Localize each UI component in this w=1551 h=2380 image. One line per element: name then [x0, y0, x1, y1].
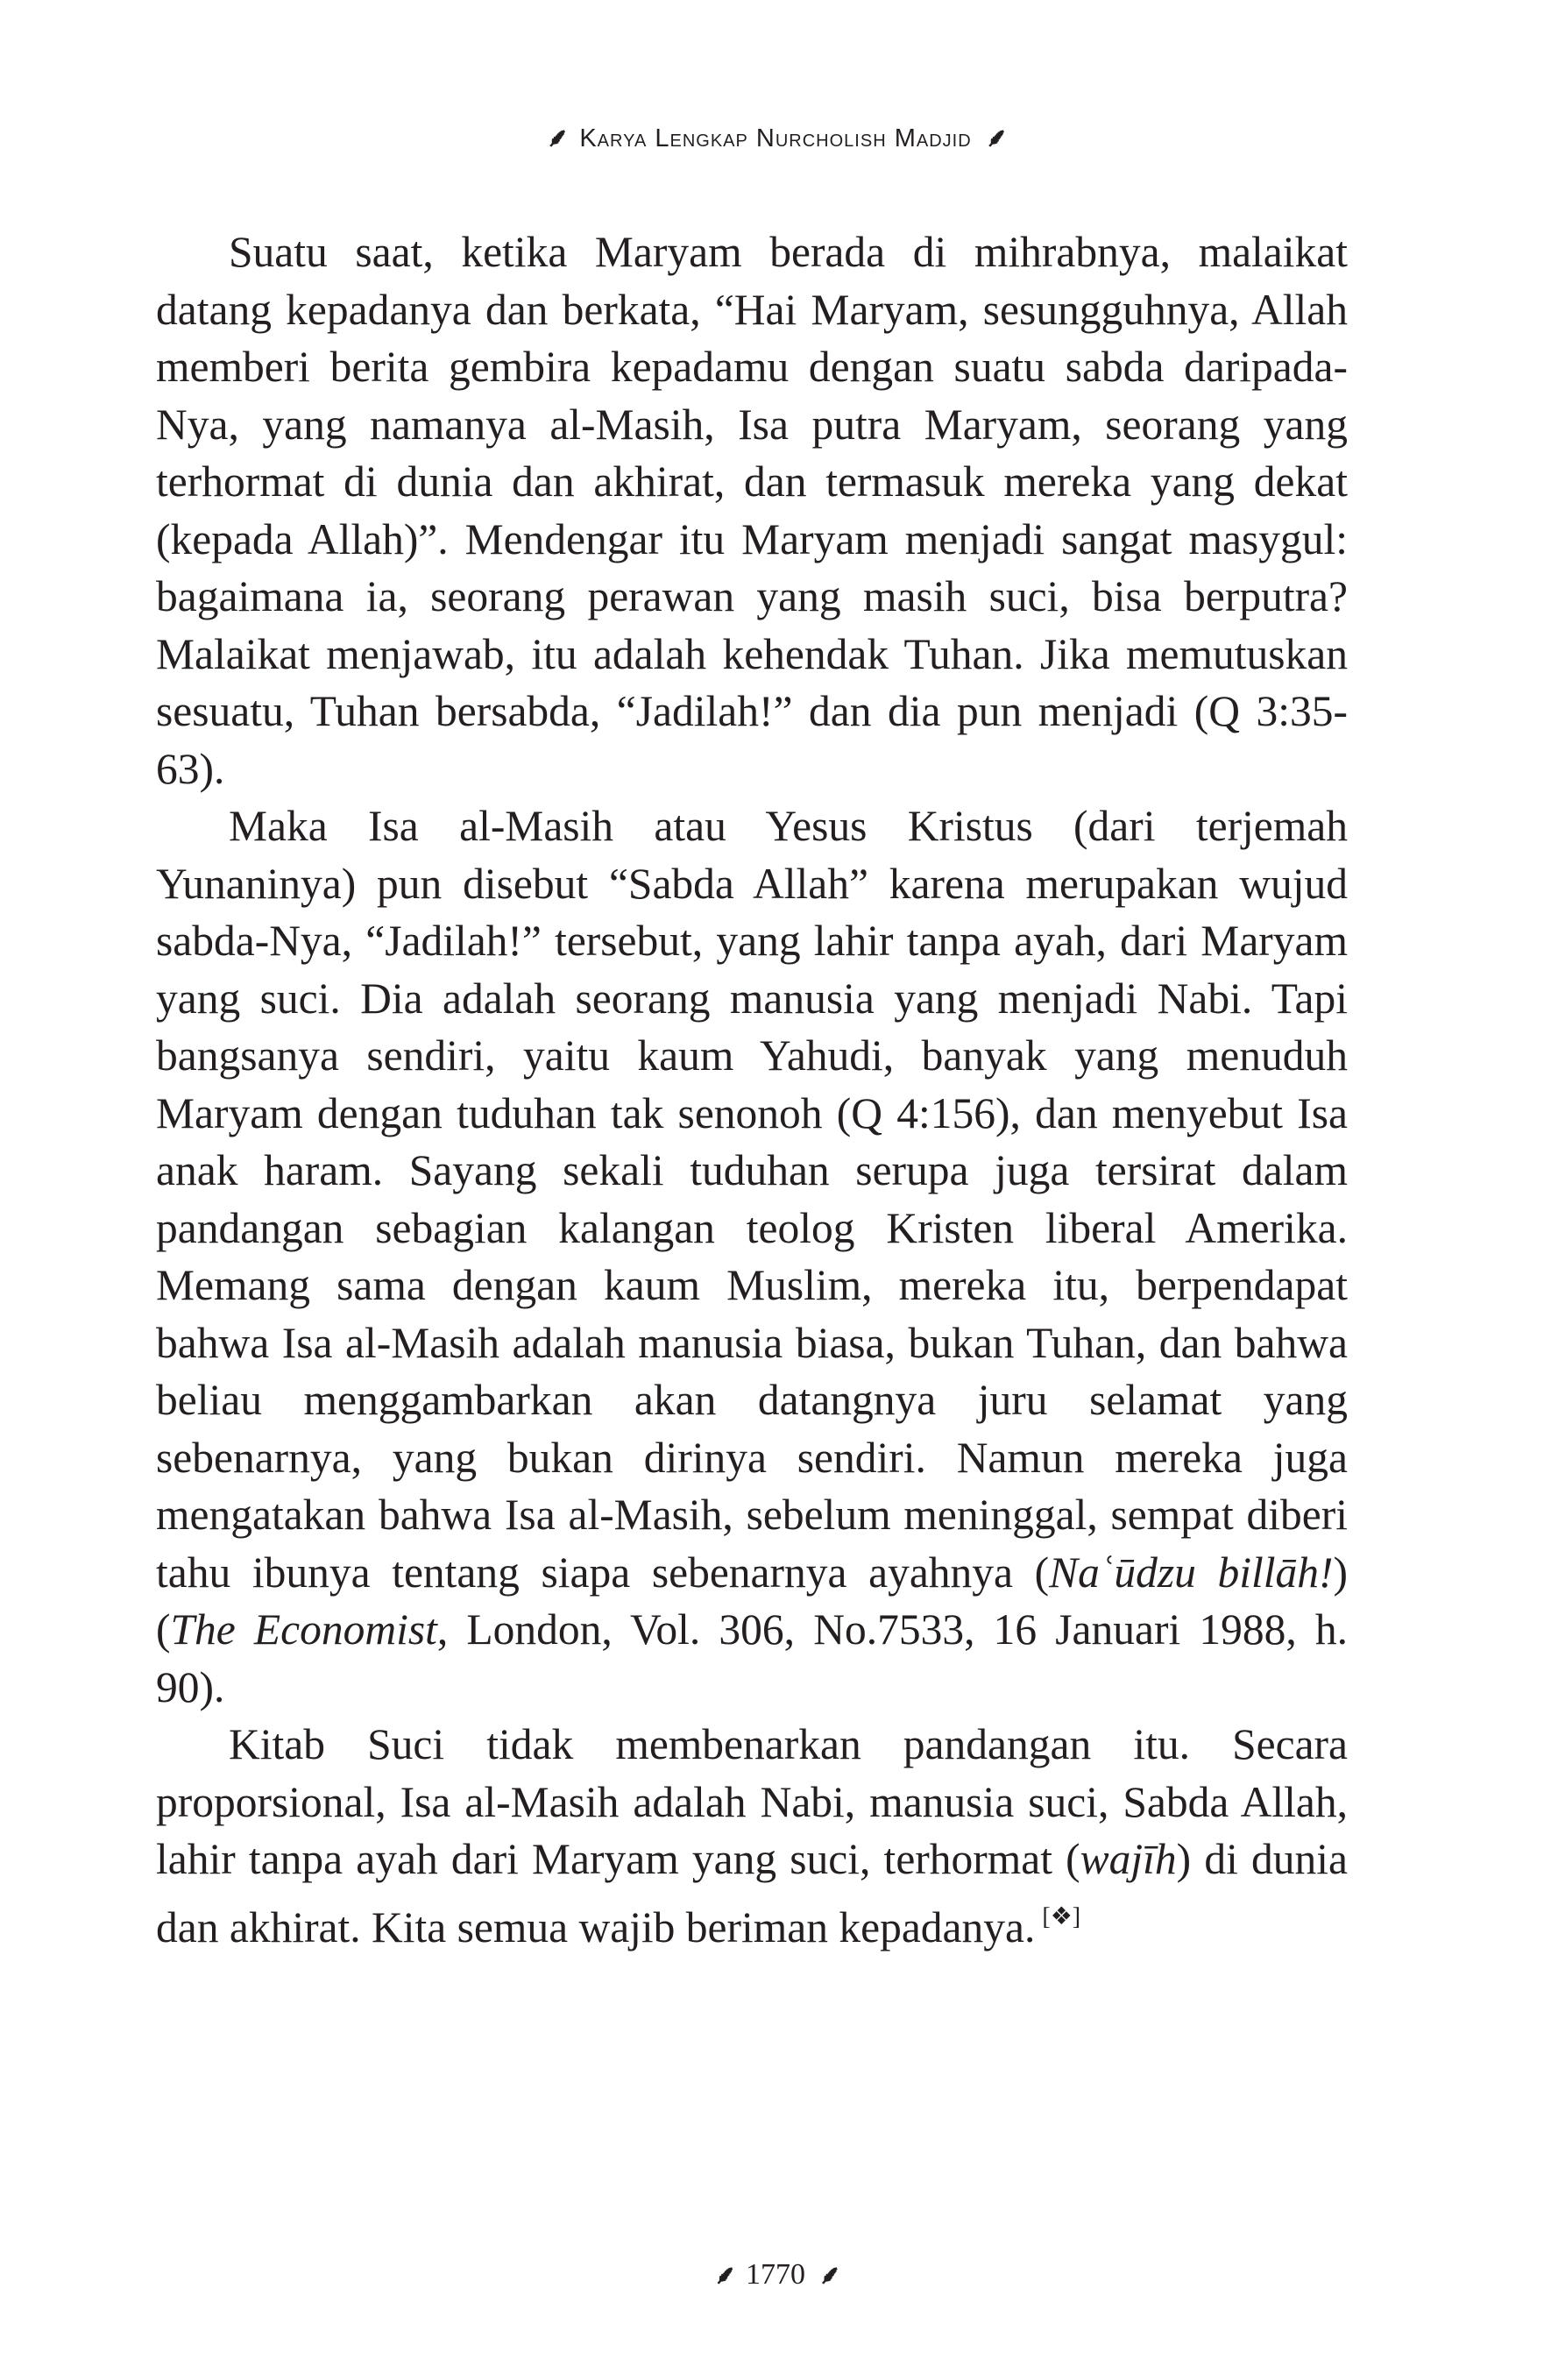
- page-body: [156, 223, 1348, 1956]
- page-footer: [0, 2257, 1551, 2293]
- page-number: 1770: [746, 2258, 805, 2291]
- paragraph-1: [156, 223, 1348, 797]
- ornament-right-icon: ⸙: [984, 123, 1006, 153]
- paragraph-3-text-before: Kitab Suci tidak membenarkan pandangan itu. Secara proporsional, Isa al-Masih adalah Nabi, manusia suci, Sabda Allah, lahir tanpa ayah dari Maryam yang suci, terhormat (: [156, 1720, 1348, 1883]
- paragraph-2-text-after: , London, Vol. 306, No.7533, 16 Januari 1988, h. 90).: [156, 1605, 1348, 1711]
- footer-ornament-left-icon: ⸙: [713, 2260, 733, 2291]
- book-title: Karya Lengkap Nurcholish Madjid: [579, 124, 972, 152]
- ornament-left-icon: ⸙: [545, 123, 567, 153]
- end-of-article-mark: [❖]: [1042, 1902, 1081, 1930]
- paragraph-1-text: Suatu saat, ketika Maryam berada di mihrabnya, malaikat datang kepadanya dan berkata, “Hai Maryam, sesungguhnya, Allah memberi berita gembira kepadamu dengan suatu sabda daripada-Nya, yang namanya al-Masih, Isa putra Maryam, seorang yang terhormat di dunia dan akhirat, dan termasuk mereka yang dekat (kepada Allah)”. Mendengar itu Maryam menjadi sangat masygul: bagaimana ia, seorang perawan yang masih suci, bisa berputra? Malaikat menjawab, itu adalah kehendak Tuhan. Jika memutuskan sesuatu, Tuhan bersabda, “Jadilah!” dan dia pun menjadi (Q 3:35-63).: [156, 228, 1348, 793]
- paragraph-2: [156, 797, 1348, 1716]
- paragraph-2-text-before: Maka Isa al-Masih atau Yesus Kristus (dari terjemah Yunaninya) pun disebut “Sabda Allah” karena merupakan wujud sabda-Nya, “Jadilah!” tersebut, yang lahir tanpa ayah, dari Maryam yang suci. Dia adalah seorang manusia yang menjadi Nabi. Tapi bangsanya sendiri, yaitu kaum Yahudi, banyak yang menuduh Maryam dengan tuduhan tak senonoh (Q 4:156), dan menyebut Isa anak haram. Sayang sekali tuduhan serupa juga tersirat dalam pandangan sebagian kalangan teolog Kristen liberal Amerika. Memang sama dengan kaum Muslim, mereka itu, berpendapat bahwa Isa al-Masih adalah manusia biasa, bukan Tuhan, dan bahwa beliau menggambarkan akan datangnya juru selamat yang sebenarnya, yang bukan dirinya sendiri. Namun mereka juga mengatakan bahwa Isa al-Masih, sebelum meninggal, sempat diberi tahu ibunya tentang siapa sebenarnya ayahnya (: [156, 802, 1348, 1597]
- publication-title: The Economist: [170, 1605, 437, 1654]
- paragraph-2-text-middle: ) (: [156, 1548, 1348, 1654]
- arabic-phrase: Naʿūdzu billāh!: [1049, 1548, 1334, 1597]
- paragraph-3: [156, 1716, 1348, 1956]
- running-header: [0, 121, 1551, 156]
- paragraph-3-text-after: ) di dunia dan akhirat. Kita semua wajib beriman kepadanya.: [156, 1835, 1348, 1951]
- footer-ornament-right-icon: ⸙: [818, 2260, 838, 2291]
- arabic-term: wajīh: [1080, 1835, 1177, 1883]
